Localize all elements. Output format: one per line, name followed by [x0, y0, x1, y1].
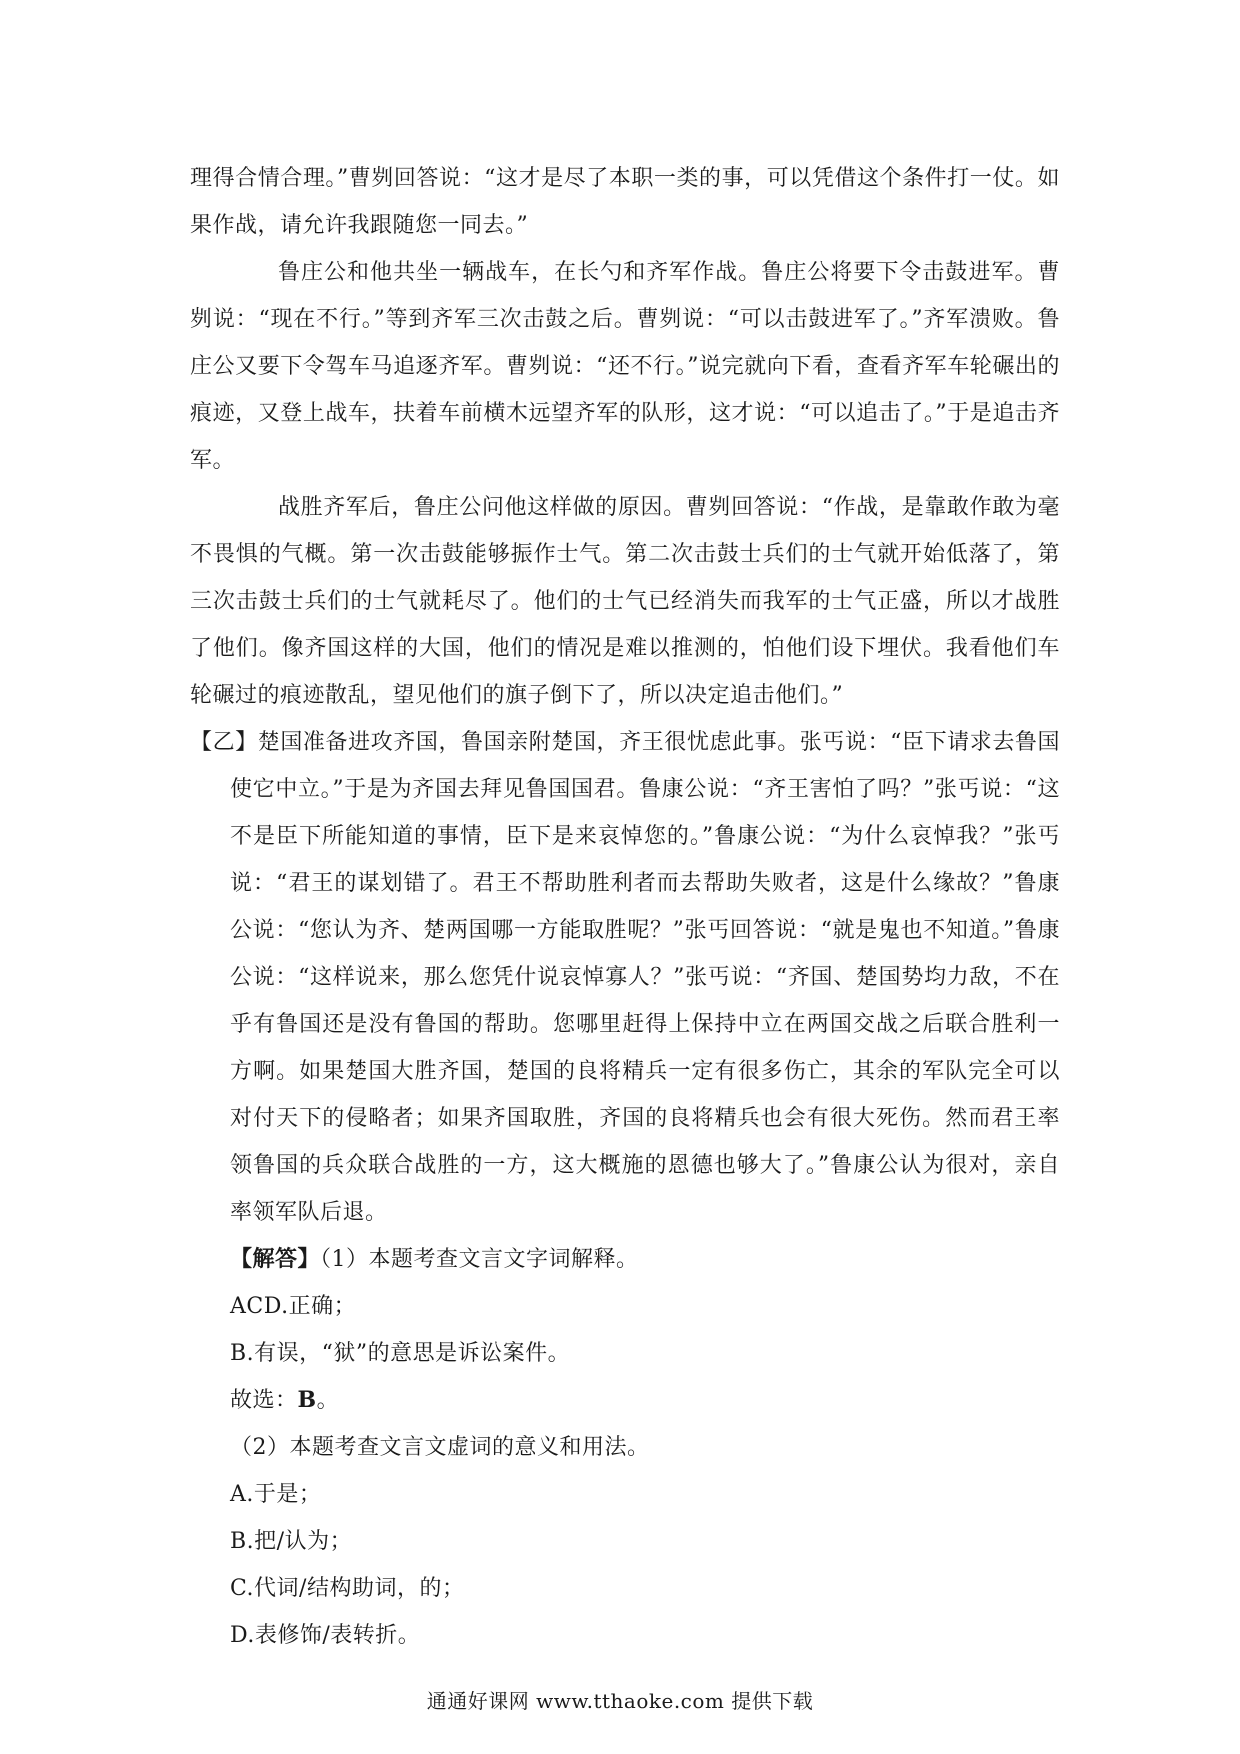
- answer-q1-intro: 【解答】（1）本题考查文言文字词解释。: [230, 1246, 639, 1272]
- answer-q2-line: C.代词/结构助词，的；: [230, 1576, 465, 1601]
- answer-q1-line: B.有误，“狱”的意思是诉讼案件。: [230, 1341, 571, 1366]
- answer-q1-line: ACD.正确；: [230, 1294, 357, 1319]
- document-body: [190, 155, 1060, 1659]
- answer-label: 【解答】: [230, 1246, 321, 1272]
- paragraph-explanation: 战胜齐军后，鲁庄公问他这样做的原因。曹刿回答说：“作战，是靠敢作敢为毫不畏惧的气概。第一次击鼓能够振作士气。第二次击鼓士兵们的士气就开始低落了，第三次击鼓士兵们的士气就耗尽了。他们的士气已经消失而我军的士气正盛，所以才战胜了他们。像齐国这样的大国，他们的情况是难以推测的，怕他们设下埋伏。我看他们车轮碾过的痕迹散乱，望见他们的旗子倒下了，所以决定追击他们。”: [190, 495, 1060, 708]
- paragraph-yi: 【乙】楚国准备进攻齐国，鲁国亲附楚国，齐王很忧虑此事。张丐说：“臣下请求去鲁国使它中立。”于是为齐国去拜见鲁国国君。鲁康公说：“齐王害怕了吗？”张丐说：“这不是臣下所能知道的事情，臣下是来哀悼您的。”鲁康公说：“为什么哀悼我？”张丐说：“君王的谋划错了。君王不帮助胜利者而去帮助失败者，这是什么缘故？”鲁康公说：“您认为齐、楚两国哪一方能取胜呢？”张丐回答说：“就是鬼也不知道。”鲁康公说：“这样说来，那么您凭什说哀悼寡人？”张丐说：“齐国、楚国势均力敌，不在乎有鲁国还是没有鲁国的帮助。您哪里赶得上保持中立在两国交战之后联合胜利一方啊。如果楚国大胜齐国，楚国的良将精兵一定有很多伤亡，其余的军队完全可以对付天下的侵略者；如果齐国取胜，齐国的良将精兵也会有很大死伤。然而君王率领鲁国的兵众联合战胜的一方，这大概施的恩德也够大了。”鲁康公认为很对，亲自率领军队后退。: [190, 730, 1060, 1225]
- answer-q2-line: D.表修饰/表转折。: [230, 1623, 421, 1648]
- paragraph-battle: 鲁庄公和他共坐一辆战车，在长勺和齐军作战。鲁庄公将要下令击鼓进军。曹刿说：“现在不行。”等到齐军三次击鼓之后。曹刿说：“可以击鼓进军了。”齐军溃败。鲁庄公又要下令驾车马追逐齐军。曹刿说：“还不行。”说完就向下看，查看齐军车轮碾出的痕迹，又登上战车，扶着车前横木远望齐军的队形，这才说：“可以追击了。”于是追击齐军。: [190, 260, 1060, 473]
- page-footer: 通通好课网 www.tthaoke.com 提供下载: [426, 1689, 814, 1713]
- answer-q2-line: B.把/认为；: [230, 1529, 353, 1554]
- answer-q2-line: A.于是；: [230, 1482, 322, 1507]
- paragraph-continuation: 理得合情合理。”曹刿回答说：“这才是尽了本职一类的事，可以凭借这个条件打一仗。如果作战，请允许我跟随您一同去。”: [190, 166, 1060, 238]
- answer-q2-intro: （2）本题考查文言文虚词的意义和用法。: [230, 1435, 650, 1460]
- answer-q1-choice: 故选：B。: [230, 1387, 340, 1413]
